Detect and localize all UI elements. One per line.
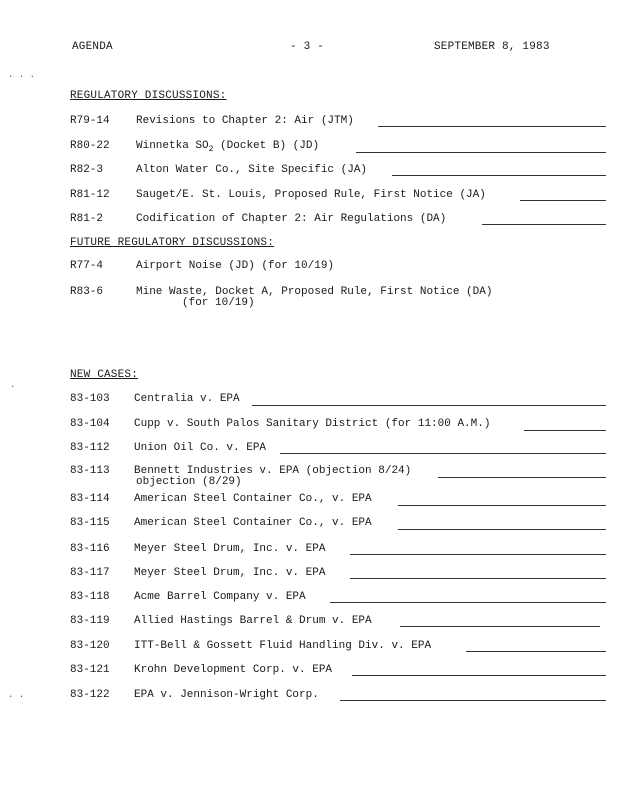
case-number: 83-114 [70, 493, 110, 505]
signature-line [520, 200, 606, 201]
case-number: 83-119 [70, 615, 110, 627]
scan-mark: . . [8, 690, 25, 700]
signature-line [356, 152, 606, 153]
signature-line [252, 405, 606, 406]
item-description: Codification of Chapter 2: Air Regulations (DA) [136, 213, 447, 225]
case-title: Meyer Steel Drum, Inc. v. EPA [134, 543, 326, 555]
case-title: Centralia v. EPA [134, 393, 240, 405]
case-title-cont: objection (8/29) [136, 476, 242, 488]
case-title: Meyer Steel Drum, Inc. v. EPA [134, 567, 326, 579]
signature-line [438, 477, 606, 478]
signature-line [280, 453, 606, 454]
case-number: 83-117 [70, 567, 110, 579]
signature-line [340, 700, 606, 701]
docket-number: R82-3 [70, 164, 104, 176]
item-description: Revisions to Chapter 2: Air (JTM) [136, 115, 354, 127]
scan-mark: . [10, 380, 16, 390]
case-number: 83-115 [70, 517, 110, 529]
case-title: Krohn Development Corp. v. EPA [134, 664, 333, 676]
docket-number: R79-14 [70, 115, 110, 127]
docket-number: R81-2 [70, 213, 104, 225]
docket-number: R80-22 [70, 140, 110, 152]
item-description: Mine Waste, Docket A, Proposed Rule, First Notice (DA) [136, 286, 493, 298]
case-number: 83-116 [70, 543, 110, 555]
signature-line [400, 626, 600, 627]
section-title-new-cases: NEW CASES: [70, 369, 139, 381]
case-title: American Steel Container Co., v. EPA [134, 493, 372, 505]
case-title: Allied Hastings Barrel & Drum v. EPA [134, 615, 372, 627]
case-title: Bennett Industries v. EPA (objection 8/24) [134, 465, 412, 477]
case-title: American Steel Container Co., v. EPA [134, 517, 372, 529]
header-title: AGENDA [72, 41, 113, 53]
item-description: Airport Noise (JD) (for 10/19) [136, 260, 335, 272]
case-title: ITT-Bell & Gossett Fluid Handling Div. v. EPA [134, 640, 432, 652]
signature-line [352, 675, 606, 676]
signature-line [392, 175, 606, 176]
case-number: 83-113 [70, 465, 110, 477]
signature-line [378, 126, 606, 127]
case-number: 83-118 [70, 591, 110, 603]
case-number: 83-103 [70, 393, 110, 405]
section-title-future: FUTURE REGULATORY DISCUSSIONS: [70, 237, 275, 249]
signature-line [482, 224, 606, 225]
signature-line [350, 578, 606, 579]
signature-line [398, 505, 606, 506]
page-number: - 3 - [290, 41, 325, 53]
docket-number: R83-6 [70, 286, 104, 298]
item-description: Alton Water Co., Site Specific (JA) [136, 164, 368, 176]
item-description: Sauget/E. St. Louis, Proposed Rule, First Notice (JA) [136, 189, 486, 201]
case-number: 83-121 [70, 664, 110, 676]
case-number: 83-112 [70, 442, 110, 454]
case-number: 83-104 [70, 418, 110, 430]
item-description: Winnetka $SO_2$ (Docket B) (JD) [136, 140, 320, 155]
scan-mark: . . . [8, 70, 36, 80]
case-title: EPA v. Jennison-Wright Corp. [134, 689, 319, 701]
case-title: Cupp v. South Palos Sanitary District (for 11:00 A.M.) [134, 418, 491, 430]
signature-line [524, 430, 606, 431]
header-date: SEPTEMBER 8, 1983 [434, 41, 550, 53]
signature-line [330, 602, 606, 603]
signature-line [466, 651, 606, 652]
case-title: Union Oil Co. v. EPA [134, 442, 267, 454]
case-number: 83-122 [70, 689, 110, 701]
item-description-cont: (for 10/19) [182, 297, 255, 309]
signature-line [398, 529, 606, 530]
docket-number: R77-4 [70, 260, 104, 272]
case-number: 83-120 [70, 640, 110, 652]
signature-line [350, 554, 606, 555]
docket-number: R81-12 [70, 189, 110, 201]
case-title: Acme Barrel Company v. EPA [134, 591, 306, 603]
section-title-regulatory: REGULATORY DISCUSSIONS: [70, 90, 227, 102]
